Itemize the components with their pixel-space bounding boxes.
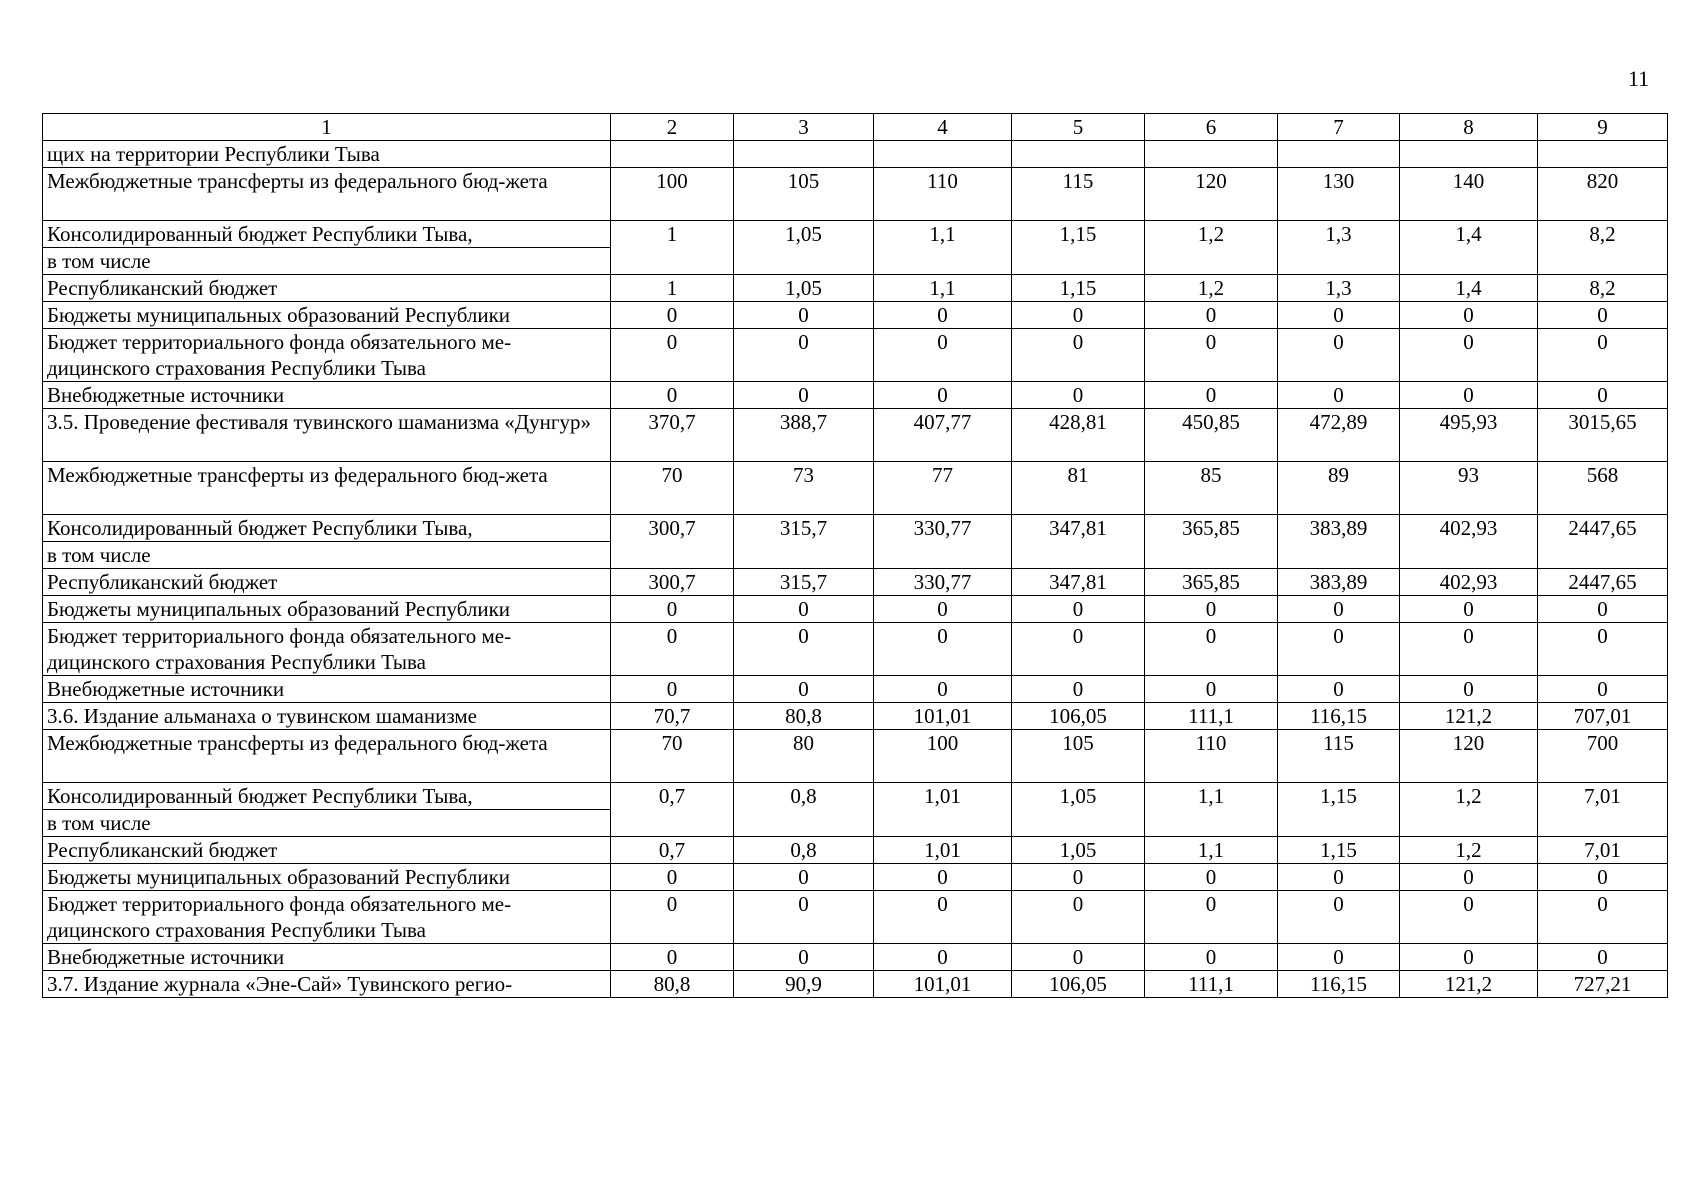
header-cell: 5 (1012, 114, 1145, 141)
value-cell: 388,7 (734, 409, 874, 462)
value-cell: 0 (1400, 864, 1538, 891)
value-cell: 450,85 (1145, 409, 1278, 462)
value-cell: 2447,65 (1538, 515, 1668, 569)
value-cell: 0 (1538, 864, 1668, 891)
value-cell: 0 (1145, 329, 1278, 382)
table-row (43, 730, 1668, 783)
row-label (43, 409, 611, 462)
row-label-text: Консолидированный бюджет Республики Тыва, (47, 222, 473, 246)
value-cell (1145, 141, 1278, 168)
row-sublabel: в том числе (43, 247, 610, 274)
row-label (43, 569, 611, 596)
value-cell: 70 (611, 730, 734, 783)
value-cell: 1,3 (1278, 221, 1400, 275)
value-cell: 1,15 (1012, 275, 1145, 302)
header-cell: 4 (874, 114, 1012, 141)
value-cell: 495,93 (1400, 409, 1538, 462)
header-cell: 9 (1538, 114, 1668, 141)
value-cell: 121,2 (1400, 971, 1538, 998)
value-cell: 0 (1278, 302, 1400, 329)
value-cell: 140 (1400, 168, 1538, 221)
row-label-text: Республиканский бюджет (47, 276, 278, 300)
value-cell: 365,85 (1145, 515, 1278, 569)
page-number: 11 (1628, 66, 1650, 91)
table-row (43, 676, 1668, 703)
row-label (43, 302, 611, 329)
table-row (43, 891, 1668, 944)
value-cell: 300,7 (611, 515, 734, 569)
value-cell: 1,2 (1400, 837, 1538, 864)
value-cell: 0 (611, 891, 734, 944)
value-cell: 0 (1400, 623, 1538, 676)
row-label-text: 3.5. Проведение фестиваля тувинского шаманизма «Дунгур» (47, 410, 591, 434)
value-cell: 8,2 (1538, 275, 1668, 302)
value-cell: 0,7 (611, 837, 734, 864)
value-cell: 0 (611, 623, 734, 676)
value-cell: 407,77 (874, 409, 1012, 462)
table-row (43, 596, 1668, 623)
table-row (43, 462, 1668, 515)
value-cell: 7,01 (1538, 783, 1668, 837)
value-cell (874, 141, 1012, 168)
header-cell: 1 (43, 114, 611, 141)
value-cell: 120 (1145, 168, 1278, 221)
value-cell: 0 (1538, 302, 1668, 329)
row-label-text: Межбюджетные трансферты из федерального бюд-жета (47, 169, 548, 193)
value-cell: 0,8 (734, 837, 874, 864)
value-cell: 110 (1145, 730, 1278, 783)
value-cell: 70,7 (611, 703, 734, 730)
table-row (43, 569, 1668, 596)
header-cell: 7 (1278, 114, 1400, 141)
header-cell: 2 (611, 114, 734, 141)
row-label (43, 676, 611, 703)
row-label (43, 168, 611, 221)
value-cell: 1,1 (874, 275, 1012, 302)
value-cell: 0 (734, 302, 874, 329)
table-row (43, 329, 1668, 382)
value-cell: 111,1 (1145, 971, 1278, 998)
value-cell: 0 (611, 676, 734, 703)
row-label (43, 329, 611, 382)
row-label (43, 275, 611, 302)
row-sublabel: в том числе (43, 541, 610, 568)
value-cell: 105 (1012, 730, 1145, 783)
value-cell: 0 (1145, 623, 1278, 676)
row-label-text: Консолидированный бюджет Республики Тыва, (47, 784, 473, 808)
value-cell: 0 (1145, 864, 1278, 891)
value-cell: 130 (1278, 168, 1400, 221)
table-row (43, 302, 1668, 329)
value-cell: 8,2 (1538, 221, 1668, 275)
value-cell: 347,81 (1012, 515, 1145, 569)
value-cell: 0 (611, 302, 734, 329)
value-cell: 0 (1145, 891, 1278, 944)
value-cell: 0 (1145, 944, 1278, 971)
value-cell: 0 (1145, 596, 1278, 623)
row-label (43, 730, 611, 783)
value-cell: 115 (1278, 730, 1400, 783)
value-cell: 0 (734, 864, 874, 891)
value-cell: 100 (611, 168, 734, 221)
value-cell: 1,15 (1278, 837, 1400, 864)
value-cell: 1,3 (1278, 275, 1400, 302)
value-cell (1012, 141, 1145, 168)
value-cell: 1,01 (874, 837, 1012, 864)
value-cell: 77 (874, 462, 1012, 515)
value-cell: 1,05 (734, 275, 874, 302)
value-cell: 0 (611, 329, 734, 382)
value-cell: 1,1 (1145, 837, 1278, 864)
value-cell: 1,01 (874, 783, 1012, 837)
value-cell: 0 (874, 382, 1012, 409)
table-row (43, 221, 1668, 275)
row-sublabel: в том числе (43, 809, 610, 836)
value-cell: 1,2 (1400, 783, 1538, 837)
value-cell: 0 (1278, 382, 1400, 409)
value-cell: 0 (874, 329, 1012, 382)
value-cell: 820 (1538, 168, 1668, 221)
value-cell: 0 (734, 382, 874, 409)
value-cell: 80,8 (734, 703, 874, 730)
value-cell: 0 (1400, 329, 1538, 382)
value-cell: 1 (611, 275, 734, 302)
value-cell: 0 (874, 676, 1012, 703)
value-cell: 0 (1538, 596, 1668, 623)
value-cell: 0 (1145, 302, 1278, 329)
value-cell: 116,15 (1278, 971, 1400, 998)
table-row (43, 275, 1668, 302)
row-label-text: Республиканский бюджет (47, 838, 278, 862)
value-cell: 0 (611, 382, 734, 409)
row-label (43, 596, 611, 623)
value-cell: 111,1 (1145, 703, 1278, 730)
value-cell: 727,21 (1538, 971, 1668, 998)
value-cell: 0 (1538, 891, 1668, 944)
table-row (43, 382, 1668, 409)
row-label (43, 515, 611, 569)
value-cell: 0 (1400, 596, 1538, 623)
budget-table (42, 113, 1668, 998)
header-cell: 3 (734, 114, 874, 141)
value-cell: 85 (1145, 462, 1278, 515)
value-cell: 0 (1145, 382, 1278, 409)
value-cell: 93 (1400, 462, 1538, 515)
value-cell: 0 (611, 596, 734, 623)
value-cell: 80,8 (611, 971, 734, 998)
table-row (43, 944, 1668, 971)
row-label-text: Консолидированный бюджет Республики Тыва, (47, 516, 473, 540)
value-cell: 73 (734, 462, 874, 515)
value-cell: 0 (734, 623, 874, 676)
value-cell: 2447,65 (1538, 569, 1668, 596)
value-cell: 0,8 (734, 783, 874, 837)
value-cell: 1,4 (1400, 221, 1538, 275)
table-row (43, 837, 1668, 864)
value-cell: 472,89 (1278, 409, 1400, 462)
table-row (43, 515, 1668, 569)
value-cell: 0 (1012, 596, 1145, 623)
table-row (43, 409, 1668, 462)
table-row (43, 168, 1668, 221)
value-cell: 1,1 (874, 221, 1012, 275)
value-cell: 105 (734, 168, 874, 221)
value-cell: 0 (1278, 596, 1400, 623)
value-cell: 568 (1538, 462, 1668, 515)
value-cell: 0 (874, 623, 1012, 676)
value-cell: 0 (874, 944, 1012, 971)
value-cell: 0 (1012, 944, 1145, 971)
value-cell: 0 (734, 944, 874, 971)
row-label-text: Республиканский бюджет (47, 570, 278, 594)
value-cell: 0 (1538, 676, 1668, 703)
value-cell: 70 (611, 462, 734, 515)
value-cell: 1,15 (1278, 783, 1400, 837)
value-cell: 0 (1012, 891, 1145, 944)
row-label (43, 971, 611, 998)
value-cell: 121,2 (1400, 703, 1538, 730)
table-row (43, 141, 1668, 168)
value-cell: 402,93 (1400, 515, 1538, 569)
row-label-text: Внебюджетные источники (47, 383, 285, 407)
value-cell: 0 (1538, 329, 1668, 382)
row-label-text: Бюджеты муниципальных образований Республики (47, 865, 511, 889)
value-cell: 0 (1400, 302, 1538, 329)
header-cell: 8 (1400, 114, 1538, 141)
value-cell: 315,7 (734, 515, 874, 569)
value-cell: 0 (874, 891, 1012, 944)
value-cell: 0 (1278, 891, 1400, 944)
table-row (43, 971, 1668, 998)
row-label-text: Бюджет территориального фонда обязательного ме-дицинского страхования Республики Тыва (47, 892, 512, 942)
value-cell: 0 (1012, 623, 1145, 676)
value-cell (734, 141, 874, 168)
row-label-text: Бюджет территориального фонда обязательного ме-дицинского страхования Республики Тыва (47, 330, 512, 380)
value-cell: 0 (1012, 864, 1145, 891)
value-cell: 100 (874, 730, 1012, 783)
value-cell: 80 (734, 730, 874, 783)
value-cell: 0,7 (611, 783, 734, 837)
row-label-text: 3.7. Издание журнала «Эне-Сай» Тувинского регио- (47, 972, 513, 996)
value-cell: 0 (1278, 864, 1400, 891)
value-cell: 1,1 (1145, 783, 1278, 837)
row-label-text: Межбюджетные трансферты из федерального бюд-жета (47, 463, 548, 487)
value-cell: 0 (1400, 891, 1538, 944)
value-cell: 110 (874, 168, 1012, 221)
value-cell: 0 (874, 302, 1012, 329)
value-cell: 89 (1278, 462, 1400, 515)
row-label (43, 221, 611, 275)
value-cell: 115 (1012, 168, 1145, 221)
value-cell: 330,77 (874, 569, 1012, 596)
value-cell: 0 (1278, 676, 1400, 703)
value-cell: 0 (1278, 329, 1400, 382)
value-cell: 0 (1278, 944, 1400, 971)
value-cell: 0 (874, 864, 1012, 891)
value-cell: 1,4 (1400, 275, 1538, 302)
value-cell: 0 (611, 944, 734, 971)
value-cell: 90,9 (734, 971, 874, 998)
value-cell: 0 (1012, 676, 1145, 703)
value-cell: 1,2 (1145, 221, 1278, 275)
value-cell: 0 (1538, 623, 1668, 676)
value-cell: 0 (734, 676, 874, 703)
value-cell: 106,05 (1012, 971, 1145, 998)
value-cell: 0 (1145, 676, 1278, 703)
value-cell (1400, 141, 1538, 168)
value-cell: 1,15 (1012, 221, 1145, 275)
value-cell: 1,2 (1145, 275, 1278, 302)
table-row (43, 703, 1668, 730)
value-cell: 1,05 (1012, 837, 1145, 864)
value-cell: 0 (734, 891, 874, 944)
row-label (43, 837, 611, 864)
row-label (43, 891, 611, 944)
row-label (43, 864, 611, 891)
value-cell: 330,77 (874, 515, 1012, 569)
row-label-text: Бюджет территориального фонда обязательного ме-дицинского страхования Республики Тыва (47, 624, 512, 674)
value-cell: 0 (1012, 382, 1145, 409)
row-label-text: Бюджеты муниципальных образований Республики (47, 597, 511, 621)
value-cell: 0 (874, 596, 1012, 623)
value-cell: 120 (1400, 730, 1538, 783)
table-body (43, 114, 1668, 998)
value-cell: 101,01 (874, 971, 1012, 998)
row-label (43, 623, 611, 676)
value-cell: 0 (1012, 329, 1145, 382)
value-cell: 0 (1538, 944, 1668, 971)
table-row (43, 783, 1668, 837)
value-cell: 383,89 (1278, 515, 1400, 569)
row-label-text: 3.6. Издание альманаха о тувинском шаманизме (47, 704, 477, 728)
header-row (43, 114, 1668, 141)
value-cell (1278, 141, 1400, 168)
value-cell: 3015,65 (1538, 409, 1668, 462)
value-cell: 1 (611, 221, 734, 275)
row-label-text: Бюджеты муниципальных образований Республики (47, 303, 511, 327)
value-cell: 0 (1538, 382, 1668, 409)
value-cell: 116,15 (1278, 703, 1400, 730)
value-cell: 383,89 (1278, 569, 1400, 596)
value-cell: 428,81 (1012, 409, 1145, 462)
value-cell: 0 (1400, 676, 1538, 703)
table-row (43, 864, 1668, 891)
row-label-text: Межбюджетные трансферты из федерального бюд-жета (47, 731, 548, 755)
value-cell: 0 (1012, 302, 1145, 329)
row-label (43, 462, 611, 515)
value-cell: 0 (611, 864, 734, 891)
value-cell: 7,01 (1538, 837, 1668, 864)
value-cell: 300,7 (611, 569, 734, 596)
value-cell (1538, 141, 1668, 168)
row-label-text: щих на территории Республики Тыва (47, 142, 380, 166)
row-label-text: Внебюджетные источники (47, 677, 285, 701)
value-cell: 347,81 (1012, 569, 1145, 596)
value-cell: 0 (1400, 944, 1538, 971)
table-row (43, 623, 1668, 676)
row-label (43, 944, 611, 971)
row-label (43, 783, 611, 837)
value-cell: 1,05 (734, 221, 874, 275)
value-cell: 370,7 (611, 409, 734, 462)
value-cell: 700 (1538, 730, 1668, 783)
value-cell: 0 (1400, 382, 1538, 409)
value-cell: 101,01 (874, 703, 1012, 730)
value-cell: 0 (734, 329, 874, 382)
row-label-text: Внебюджетные источники (47, 945, 285, 969)
value-cell (611, 141, 734, 168)
row-label (43, 703, 611, 730)
value-cell: 106,05 (1012, 703, 1145, 730)
value-cell: 0 (734, 596, 874, 623)
value-cell: 365,85 (1145, 569, 1278, 596)
header-cell: 6 (1145, 114, 1278, 141)
value-cell: 315,7 (734, 569, 874, 596)
row-label (43, 141, 611, 168)
value-cell: 81 (1012, 462, 1145, 515)
value-cell: 707,01 (1538, 703, 1668, 730)
row-label (43, 382, 611, 409)
value-cell: 0 (1278, 623, 1400, 676)
value-cell: 402,93 (1400, 569, 1538, 596)
value-cell: 1,05 (1012, 783, 1145, 837)
